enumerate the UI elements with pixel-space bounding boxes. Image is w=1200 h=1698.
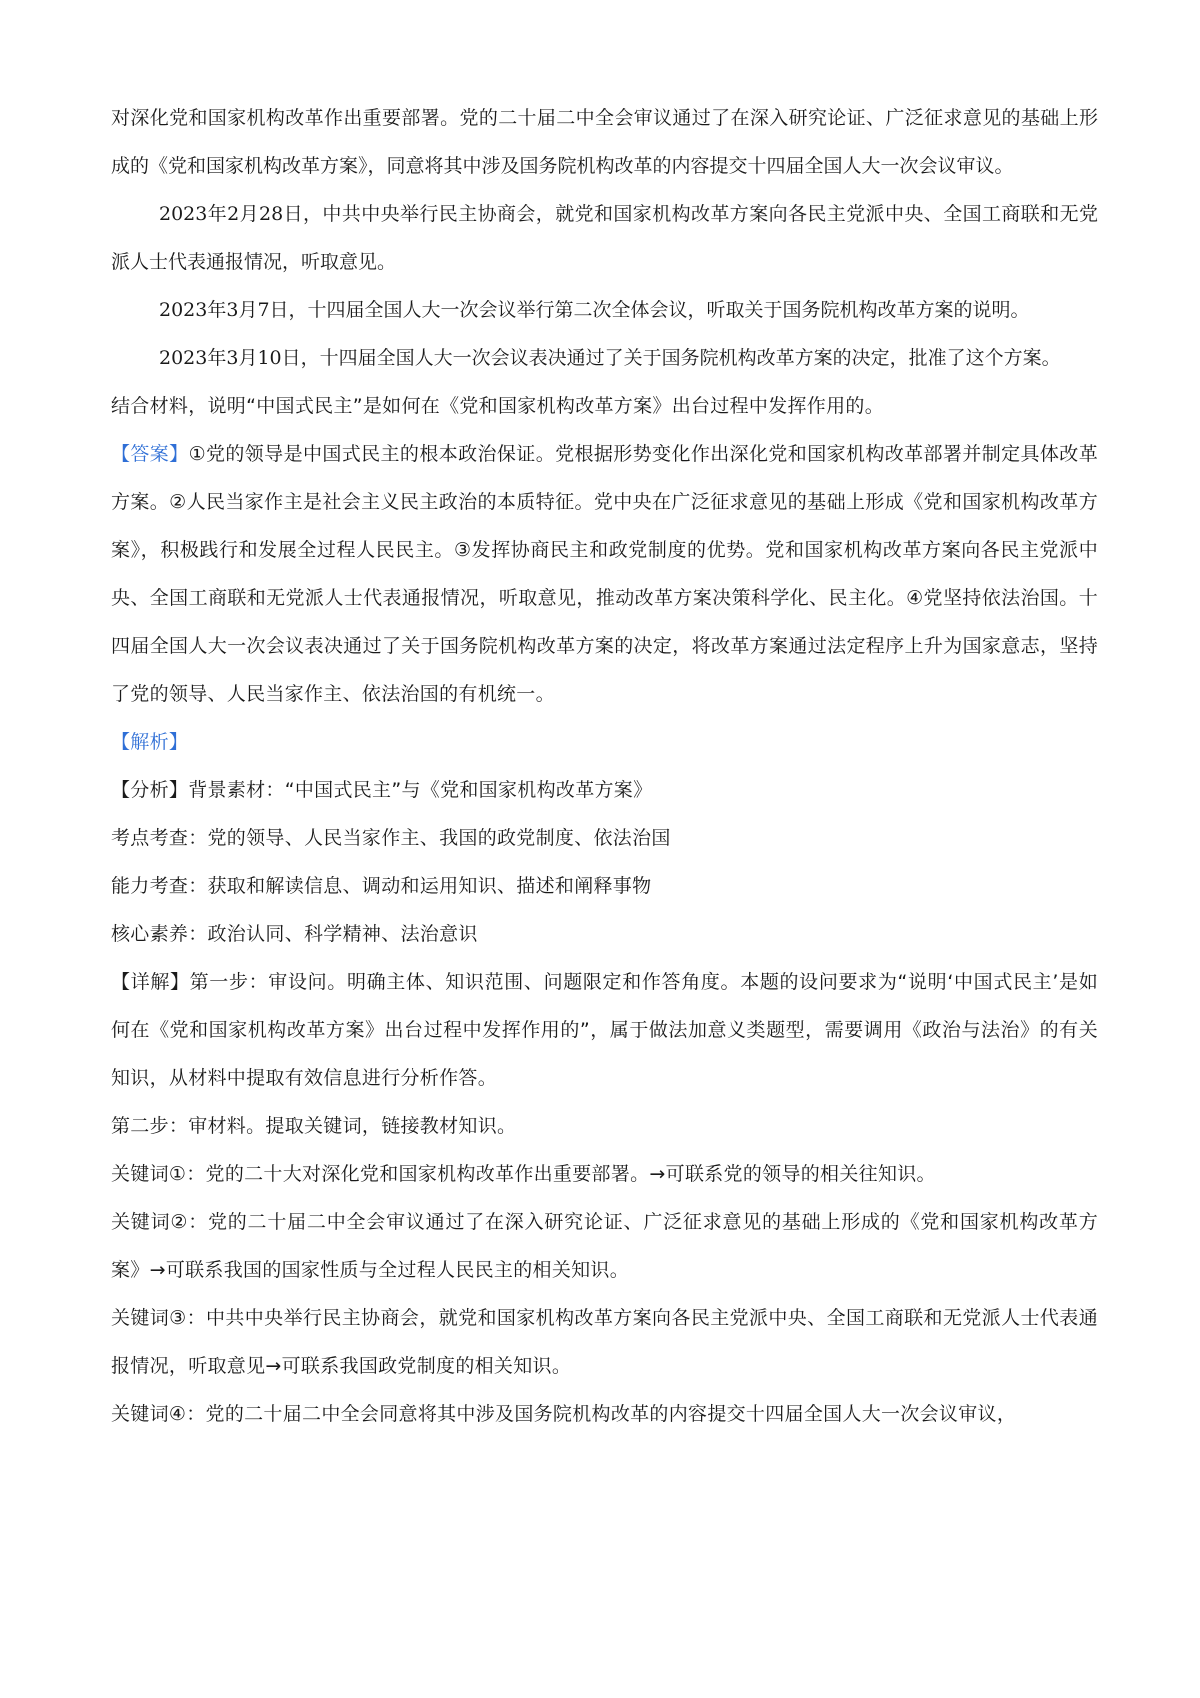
answer-label: 【答案】 bbox=[111, 443, 189, 465]
question-text: 结合材料，说明“中国式民主”是如何在《党和国家机构改革方案》出台过程中发挥作用的。 bbox=[111, 395, 884, 417]
analysis-line: 能力考查：获取和解读信息、调动和运用知识、描述和阐释事物 bbox=[111, 875, 652, 897]
answer-text: ①党的领导是中国式民主的根本政治保证。党根据形势变化作出深化党和国家机构改革部署并制定具体改革方案。②人民当家作主是社会主义民主政治的本质特征。党中央在广泛征求意见的基础上形成《党和国家机构改革方案》，积极践行和发展全过程人民民主。③发挥协商民主和政党制度的优势。党和国家机构改革方案向各民主党派中央、全国工商联和无党派人士代表通报情况，听取意见，推动改革方案决策科学化、民主化。④党坚持依法治国。十四届全国人大一次会议表决通过了关于国务院机构改革方案的决定，将改革方案通过法定程序上升为国家意志，坚持了党的领导、人民当家作主、依法治国的有机统一。 bbox=[111, 443, 1098, 705]
analysis-line: 【详解】第一步：审设问。明确主体、知识范围、问题限定和作答角度。本题的设问要求为“说明‘中国式民主’是如何在《党和国家机构改革方案》出台过程中发挥作用的”，属于做法加意义类题型，需要调用《政治与法治》的有关知识，从材料中提取有效信息进行分析作答。 bbox=[111, 971, 1098, 1089]
analysis-line: 关键词①：党的二十大对深化党和国家机构改革作出重要部署。→可联系党的领导的相关往知识。 bbox=[111, 1163, 936, 1185]
analysis-line: 核心素养：政治认同、科学精神、法治意识 bbox=[111, 923, 478, 945]
answer-block bbox=[111, 430, 1098, 718]
material-paragraph-3: 2023年3月7日，十四届全国人大一次会议举行第二次全体会议，听取关于国务院机构改革方案的说明。 bbox=[159, 299, 1030, 321]
analysis-line: 关键词④：党的二十届二中全会同意将其中涉及国务院机构改革的内容提交十四届全国人大一次会议审议， bbox=[111, 1403, 1017, 1425]
document-page bbox=[111, 94, 1098, 1438]
material-paragraph-2: 2023年2月28日，中共中央举行民主协商会，就党和国家机构改革方案向各民主党派中央、全国工商联和无党派人士代表通报情况，听取意见。 bbox=[111, 203, 1098, 273]
analysis-line: 考点考查：党的领导、人民当家作主、我国的政党制度、依法治国 bbox=[111, 827, 671, 849]
analysis-line: 第二步：审材料。提取关键词，链接教材知识。 bbox=[111, 1115, 517, 1137]
analysis-line: 关键词②：党的二十届二中全会审议通过了在深入研究论证、广泛征求意见的基础上形成的《党和国家机构改革方案》→可联系我国的国家性质与全过程人民民主的相关知识。 bbox=[111, 1211, 1098, 1281]
analysis-line: 【分析】背景素材：“中国式民主”与《党和国家机构改革方案》 bbox=[111, 779, 653, 801]
analysis-label: 【解析】 bbox=[111, 731, 189, 753]
analysis-line: 关键词③：中共中央举行民主协商会，就党和国家机构改革方案向各民主党派中央、全国工商联和无党派人士代表通报情况，听取意见→可联系我国政党制度的相关知识。 bbox=[111, 1307, 1098, 1377]
material-paragraph-4: 2023年3月10日，十四届全国人大一次会议表决通过了关于国务院机构改革方案的决定，批准了这个方案。 bbox=[159, 347, 1061, 369]
material-paragraph-1: 对深化党和国家机构改革作出重要部署。党的二十届二中全会审议通过了在深入研究论证、广泛征求意见的基础上形成的《党和国家机构改革方案》，同意将其中涉及国务院机构改革的内容提交十四届全国人大一次会议审议。 bbox=[111, 107, 1098, 177]
